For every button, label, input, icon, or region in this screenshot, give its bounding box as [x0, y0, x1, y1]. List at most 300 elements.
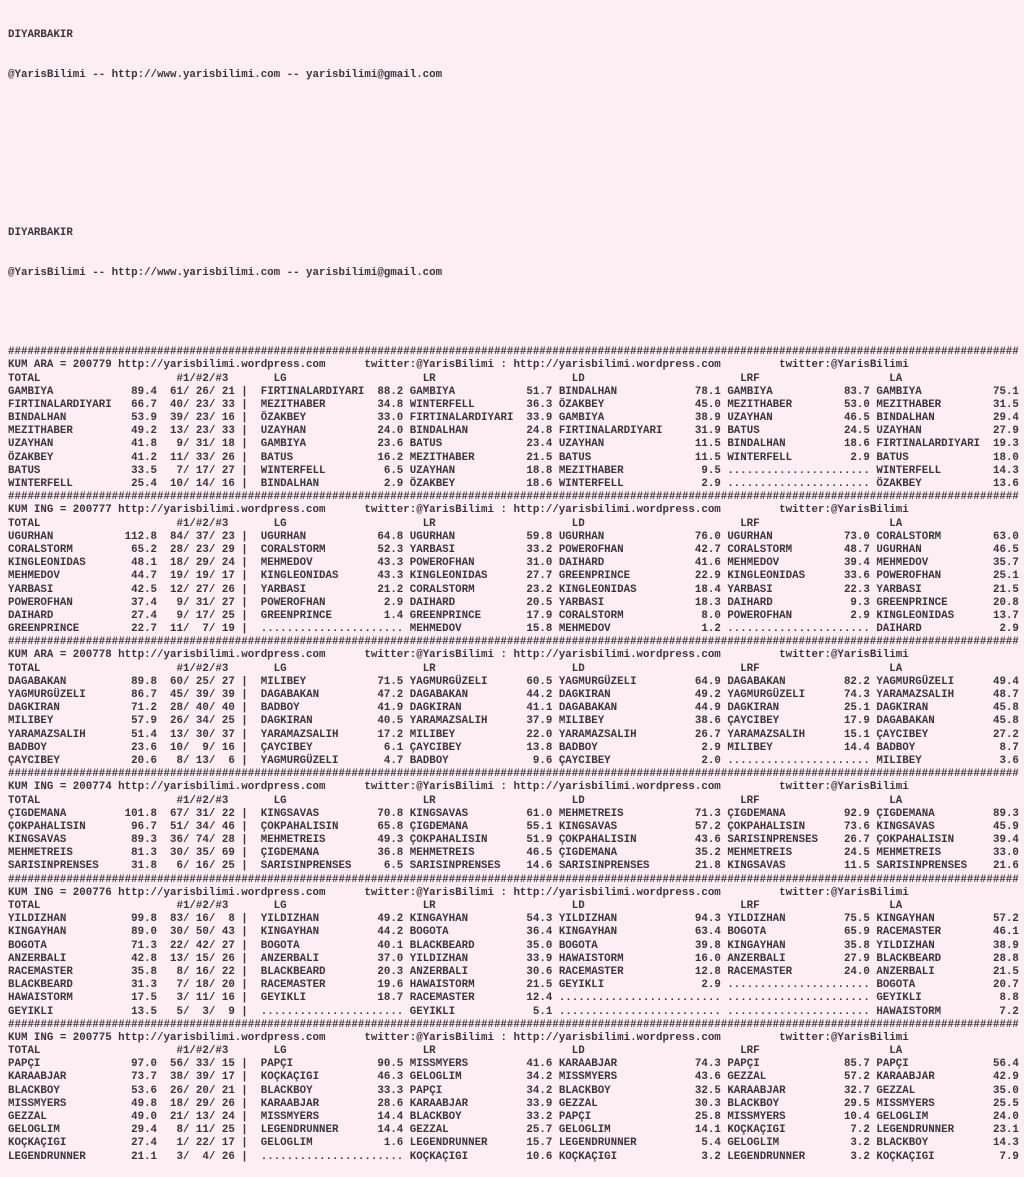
column-header-lr: LR	[422, 517, 572, 530]
lr-horse-name: BLACKBOY	[409, 1111, 520, 1124]
ld-horse-name: KINGSAVAS	[558, 820, 689, 833]
la-horse-name: BLACKBOY	[876, 1137, 987, 1150]
twitter-handle: twitter:@YarisBilimi	[779, 359, 909, 372]
finish-counts: 13/ 23/ 33	[157, 425, 235, 438]
table-row	[8, 1124, 1024, 1137]
la-value: 49.4	[986, 675, 1019, 688]
lg-value: 1.6	[370, 1137, 404, 1150]
total-value: 48.1	[118, 557, 158, 570]
lr-value: 23.2	[519, 583, 553, 596]
pipe-separator: |	[234, 398, 261, 411]
horse-name: UZAYHAN	[8, 438, 119, 451]
la-horse-name: CORALSTORM	[876, 530, 987, 543]
la-value: 27.2	[986, 728, 1019, 741]
la-horse-name: MEZITHABER	[876, 398, 987, 411]
total-value: 89.0	[118, 926, 158, 939]
lr-horse-name: LEGENDRUNNER	[409, 1137, 520, 1150]
total-value: 44.7	[118, 570, 158, 583]
lg-horse-name: YARBASI	[260, 583, 371, 596]
ld-horse-name: WINTERFELL	[558, 478, 689, 491]
ld-value: 49.2	[688, 689, 721, 702]
wordpress-url: http://yarisbilimi.wordpress.com	[118, 359, 326, 372]
lrf-horse-name: UZAYHAN	[727, 412, 838, 425]
ld-horse-name: YAGMURGÜZELI	[558, 675, 689, 688]
la-horse-name: YAGMURGÜZELI	[876, 675, 987, 688]
total-value: 41.8	[118, 438, 158, 451]
la-horse-name: POWEROFHAN	[876, 570, 987, 583]
lrf-value: 73.6	[837, 820, 870, 833]
section-divider: ############################################################################################################################################################	[8, 1018, 1019, 1031]
finish-counts: 9/ 17/ 25	[157, 609, 235, 622]
table-row	[8, 992, 1024, 1005]
la-value: 8.8	[986, 992, 1019, 1005]
section-divider: ############################################################################################################################################################	[8, 636, 1019, 649]
lr-horse-name: ÇOKPAHALISIN	[409, 834, 520, 847]
column-header-total: TOTAL	[8, 900, 177, 913]
lrf-horse-name: MEHMETREIS	[727, 847, 838, 860]
ld-horse-name: BINDALHAN	[558, 385, 689, 398]
ld-value: 2.9	[688, 741, 721, 754]
la-value: 33.0	[986, 847, 1019, 860]
ld-horse-name: MEHMETREIS	[558, 807, 689, 820]
horse-name: DAIHARD	[8, 609, 119, 622]
lr-horse-name: YILDIZHAN	[409, 952, 520, 965]
la-value: 42.9	[986, 1071, 1019, 1084]
la-value: 14.3	[986, 464, 1019, 477]
ld-horse-name: SARISINPRENSES	[558, 860, 689, 873]
lrf-value: 2.9	[837, 451, 870, 464]
finish-counts: 13/ 15/ 26	[157, 952, 235, 965]
la-horse-name: HAWAISTORM	[876, 1005, 987, 1018]
lr-value: 33.2	[519, 543, 553, 556]
total-value: 35.8	[118, 965, 158, 978]
lrf-value: 92.9	[837, 807, 870, 820]
lr-horse-name: KOÇKAÇIGI	[409, 1150, 520, 1163]
ld-horse-name: BADBOY	[558, 741, 689, 754]
lg-horse-name: POWEROFHAN	[260, 596, 371, 609]
ld-value: 25.8	[688, 1111, 721, 1124]
pipe-separator: |	[234, 1084, 261, 1097]
lrf-value: 48.7	[837, 543, 870, 556]
total-value: 53.6	[118, 1084, 158, 1097]
ld-horse-name: GEZZAL	[558, 1097, 689, 1110]
ld-value: 42.7	[688, 543, 721, 556]
la-value: 25.5	[986, 1097, 1019, 1110]
lr-value: 36.3	[519, 398, 553, 411]
ld-horse-name: YARAMAZSALIH	[558, 728, 689, 741]
horse-name: ÖZAKBEY	[8, 451, 119, 464]
horse-name: CORALSTORM	[8, 543, 119, 556]
column-header-counts: #1/#2/#3	[176, 794, 274, 807]
finish-counts: 60/ 25/ 27	[157, 675, 235, 688]
la-horse-name: KINGSAVAS	[876, 820, 987, 833]
la-value: 45.8	[986, 715, 1019, 728]
pipe-separator: |	[234, 438, 261, 451]
la-value: 20.8	[986, 596, 1019, 609]
la-horse-name: KINGLEONIDAS	[876, 609, 987, 622]
lr-value: 20.5	[519, 596, 553, 609]
lr-horse-name: YARAMAZSALIH	[409, 715, 520, 728]
finish-counts: 7/ 18/ 20	[157, 979, 235, 992]
horse-name: YARBASI	[8, 583, 119, 596]
wordpress-url: http://yarisbilimi.wordpress.com	[513, 781, 721, 794]
finish-counts: 18/ 29/ 26	[157, 1097, 235, 1110]
pipe-separator: |	[234, 451, 261, 464]
horse-name: WINTERFELL	[8, 478, 119, 491]
la-horse-name: MISSMYERS	[876, 1097, 987, 1110]
pipe-separator: |	[234, 1097, 261, 1110]
column-header-row	[8, 663, 1024, 676]
lrf-horse-name: YARAMAZSALIH	[727, 728, 838, 741]
pipe-separator: |	[234, 754, 261, 767]
total-value: 89.3	[118, 834, 158, 847]
la-value: 21.5	[986, 583, 1019, 596]
horse-name: YILDIZHAN	[8, 913, 119, 926]
ld-horse-name: ÇOKPAHALISIN	[558, 834, 689, 847]
column-header-ld: LD	[571, 900, 741, 913]
lrf-value: 39.4	[837, 557, 870, 570]
pipe-separator: |	[234, 543, 261, 556]
colon-separator: :	[493, 886, 514, 899]
la-horse-name: BOGOTA	[876, 979, 987, 992]
la-horse-name: ÖZAKBEY	[876, 478, 987, 491]
column-header-la: LA	[889, 662, 903, 675]
column-header-lg: LG	[273, 517, 423, 530]
lg-horse-name: ÖZAKBEY	[260, 412, 371, 425]
ld-horse-name: LEGENDRUNNER	[558, 1137, 689, 1150]
ld-value: 2.0	[688, 754, 721, 767]
section-id: KUM ARA = 200779	[8, 359, 119, 372]
lr-horse-name: CORALSTORM	[409, 583, 520, 596]
column-gap	[721, 781, 779, 793]
wordpress-url: http://yarisbilimi.wordpress.com	[513, 504, 721, 517]
ld-value: 74.3	[688, 1058, 721, 1071]
la-value: 21.5	[986, 965, 1019, 978]
ld-value: 30.3	[688, 1097, 721, 1110]
la-horse-name: ÇOKPAHALISIN	[876, 834, 987, 847]
column-header-ld: LD	[571, 794, 741, 807]
ld-horse-name: KINGLEONIDAS	[558, 583, 689, 596]
lrf-horse-name: SARISINPRENSES	[727, 834, 838, 847]
finish-counts: 45/ 39/ 39	[157, 689, 235, 702]
lrf-empty-cell: ......................	[727, 623, 870, 636]
column-header-total: TOTAL	[8, 372, 177, 385]
wordpress-url: http://yarisbilimi.wordpress.com	[118, 781, 326, 794]
lr-horse-name: UGURHAN	[409, 530, 520, 543]
lrf-empty-cell: ......................	[727, 754, 870, 767]
finish-counts: 3/ 4/ 26	[157, 1150, 235, 1163]
la-horse-name: WINTERFELL	[876, 464, 987, 477]
table-row	[8, 465, 1024, 478]
la-value: 38.9	[986, 939, 1019, 952]
lr-value: 41.6	[519, 1058, 553, 1071]
section-id: KUM ING = 200777	[8, 504, 119, 517]
lg-value: 70.8	[370, 807, 404, 820]
la-value: 39.4	[986, 834, 1019, 847]
la-horse-name: KINGAYHAN	[876, 913, 987, 926]
lr-horse-name: ÇIGDEMANA	[409, 820, 520, 833]
lrf-horse-name: ÇIGDEMANA	[727, 807, 838, 820]
wordpress-url: http://yarisbilimi.wordpress.com	[513, 1031, 721, 1044]
horse-name: BLACKBOY	[8, 1084, 119, 1097]
lr-value: 17.9	[519, 609, 553, 622]
lrf-value: 24.5	[837, 847, 870, 860]
table-row	[8, 821, 1024, 834]
finish-counts: 28/ 40/ 40	[157, 702, 235, 715]
total-value: 89.4	[118, 385, 158, 398]
lg-empty-cell: ......................	[260, 1150, 404, 1163]
lr-horse-name: KINGLEONIDAS	[409, 570, 520, 583]
twitter-handle: twitter:@YarisBilimi	[364, 781, 494, 794]
lr-value: 34.2	[519, 1084, 553, 1097]
lrf-empty-cell: ......................	[727, 979, 870, 992]
ld-horse-name: GAMBIYA	[558, 412, 689, 425]
lrf-value: 57.2	[837, 1071, 870, 1084]
lrf-value: 10.4	[837, 1111, 870, 1124]
lrf-horse-name: YARBASI	[727, 583, 838, 596]
la-horse-name: GREENPRINCE	[876, 596, 987, 609]
finish-counts: 18/ 29/ 24	[157, 557, 235, 570]
table-row	[8, 597, 1024, 610]
finish-counts: 6/ 16/ 25	[157, 860, 235, 873]
lr-value: 33.2	[519, 1111, 553, 1124]
la-horse-name: GEZZAL	[876, 1084, 987, 1097]
ld-horse-name: KINGAYHAN	[558, 926, 689, 939]
column-header-la: LA	[889, 517, 903, 530]
total-value: 49.8	[118, 1097, 158, 1110]
column-header-lg: LG	[273, 900, 423, 913]
ld-horse-name: RACEMASTER	[558, 965, 689, 978]
total-value: 65.2	[118, 543, 158, 556]
lrf-horse-name: MEZITHABER	[727, 398, 838, 411]
ld-horse-name: DAIHARD	[558, 557, 689, 570]
horse-name: FIRTINALARDIYARI	[8, 398, 119, 411]
total-value: 23.6	[118, 741, 158, 754]
lr-value: 33.9	[519, 412, 553, 425]
column-header-lg: LG	[273, 662, 423, 675]
finish-counts: 40/ 23/ 33	[157, 398, 235, 411]
la-value: 29.4	[986, 412, 1019, 425]
total-value: 99.8	[118, 913, 158, 926]
twitter-handle: twitter:@YarisBilimi	[364, 649, 494, 662]
lr-horse-name: YAGMURGÜZELI	[409, 675, 520, 688]
lr-horse-name: BLACKBEARD	[409, 939, 520, 952]
twitter-handle: twitter:@YarisBilimi	[779, 886, 909, 899]
section-id: KUM ING = 200775	[8, 1031, 119, 1044]
column-header-counts: #1/#2/#3	[176, 517, 274, 530]
lg-horse-name: GEYIKLI	[260, 992, 371, 1005]
lr-horse-name: SARISINPRENSES	[409, 860, 520, 873]
lg-horse-name: KINGSAVAS	[260, 807, 371, 820]
la-horse-name: ANZERBALI	[876, 965, 987, 978]
lg-horse-name: BINDALHAN	[260, 478, 371, 491]
lg-horse-name: BADBOY	[260, 702, 371, 715]
lr-value: 15.8	[519, 623, 553, 636]
la-horse-name: GAMBIYA	[876, 385, 987, 398]
lg-value: 47.2	[370, 689, 404, 702]
la-horse-name: MEHMETREIS	[876, 847, 987, 860]
pipe-separator: |	[234, 583, 261, 596]
lg-value: 4.7	[370, 754, 404, 767]
lrf-horse-name: LEGENDRUNNER	[727, 1150, 838, 1163]
ld-horse-name: GREENPRINCE	[558, 570, 689, 583]
table-row	[8, 676, 1024, 689]
colon-separator: :	[493, 1031, 514, 1044]
finish-counts: 36/ 74/ 28	[157, 834, 235, 847]
lg-horse-name: PAPÇI	[260, 1058, 371, 1071]
table-row	[8, 623, 1024, 636]
horse-name: MEHMEDOV	[8, 570, 119, 583]
column-header-lrf: LRF	[740, 372, 890, 385]
pipe-separator: |	[234, 847, 261, 860]
la-value: 45.9	[986, 820, 1019, 833]
lrf-horse-name: GAMBIYA	[727, 385, 838, 398]
horse-name: KINGSAVAS	[8, 834, 119, 847]
table-row	[8, 438, 1024, 451]
lr-value: 14.6	[519, 860, 553, 873]
pipe-separator: |	[234, 1150, 261, 1163]
table-row	[8, 531, 1024, 544]
lg-horse-name: FIRTINALARDIYARI	[260, 385, 371, 398]
lr-horse-name: BATUS	[409, 438, 520, 451]
pipe-separator: |	[234, 530, 261, 543]
lg-value: 52.3	[370, 543, 404, 556]
horse-name: BLACKBEARD	[8, 979, 119, 992]
lg-horse-name: KINGLEONIDAS	[260, 570, 371, 583]
table-row	[8, 834, 1024, 847]
lrf-empty-cell: ......................	[727, 1005, 870, 1018]
ld-horse-name: YARBASI	[558, 596, 689, 609]
lg-value: 40.1	[370, 939, 404, 952]
column-header-ld: LD	[571, 517, 741, 530]
column-header-lr: LR	[422, 372, 572, 385]
lg-horse-name: WINTERFELL	[260, 464, 371, 477]
ld-value: 8.0	[688, 609, 721, 622]
lr-value: 24.8	[519, 425, 553, 438]
lr-horse-name: MILIBEY	[409, 728, 520, 741]
ld-horse-name: UGURHAN	[558, 530, 689, 543]
section-header	[8, 504, 1024, 517]
lg-horse-name: CORALSTORM	[260, 543, 371, 556]
la-horse-name: DAIHARD	[876, 623, 987, 636]
table-row	[8, 1058, 1024, 1071]
total-value: 29.4	[118, 1124, 158, 1137]
twitter-handle: twitter:@YarisBilimi	[364, 886, 494, 899]
report-credit: @YarisBilimi -- http://www.yarisbilimi.com -- yarisbilimi@gmail.com	[8, 69, 443, 81]
column-header-row	[8, 1045, 1024, 1058]
wordpress-url: http://yarisbilimi.wordpress.com	[513, 359, 721, 372]
lrf-value: 11.5	[837, 860, 870, 873]
ld-horse-name: UZAYHAN	[558, 438, 689, 451]
section-header	[8, 649, 1024, 662]
la-horse-name: ÇIGDEMANA	[876, 807, 987, 820]
table-row	[8, 742, 1024, 755]
blank-line	[8, 307, 1024, 320]
ld-horse-name: ÇAYCIBEY	[558, 754, 689, 767]
lrf-horse-name: KINGSAVAS	[727, 860, 838, 873]
horse-name: ÇAYCIBEY	[8, 754, 119, 767]
lr-value: 51.9	[519, 834, 553, 847]
column-header-total: TOTAL	[8, 662, 177, 675]
lrf-value: 15.1	[837, 728, 870, 741]
la-horse-name: PAPÇI	[876, 1058, 987, 1071]
total-value: 27.4	[118, 1137, 158, 1150]
la-horse-name: DAGABAKAN	[876, 715, 987, 728]
ld-value: 35.2	[688, 847, 721, 860]
lg-horse-name: KARAABJAR	[260, 1097, 371, 1110]
total-value: 97.0	[118, 1058, 158, 1071]
lg-horse-name: GREENPRINCE	[260, 609, 371, 622]
lg-value: 41.9	[370, 702, 404, 715]
la-horse-name: BADBOY	[876, 741, 987, 754]
column-header-lg: LG	[273, 794, 423, 807]
pipe-separator: |	[234, 820, 261, 833]
lrf-horse-name: GELOGLIM	[727, 1137, 838, 1150]
ld-value: 26.7	[688, 728, 721, 741]
lg-horse-name: UGURHAN	[260, 530, 371, 543]
la-value: 7.9	[986, 1150, 1019, 1163]
ld-horse-name: MEZITHABER	[558, 464, 689, 477]
finish-counts: 26/ 34/ 25	[157, 715, 235, 728]
lr-value: 60.5	[519, 675, 553, 688]
total-value: 17.5	[118, 992, 158, 1005]
table-row	[8, 715, 1024, 728]
la-horse-name: BATUS	[876, 451, 987, 464]
pipe-separator: |	[234, 1071, 261, 1084]
column-header-lr: LR	[422, 900, 572, 913]
horse-name: KARAABJAR	[8, 1071, 119, 1084]
lrf-value: 25.1	[837, 702, 870, 715]
lg-empty-cell: ......................	[260, 1005, 404, 1018]
wordpress-url: http://yarisbilimi.wordpress.com	[513, 886, 721, 899]
lr-horse-name: GEZZAL	[409, 1124, 520, 1137]
lg-horse-name: BOGOTA	[260, 939, 371, 952]
total-value: 42.8	[118, 952, 158, 965]
la-horse-name: UGURHAN	[876, 543, 987, 556]
section-divider: ############################################################################################################################################################	[8, 491, 1019, 504]
column-header-lr: LR	[422, 1045, 572, 1058]
lrf-value: 74.3	[837, 689, 870, 702]
lr-value: 10.6	[519, 1150, 553, 1163]
lrf-value: 7.2	[837, 1124, 870, 1137]
ld-value: 38.9	[688, 412, 721, 425]
ld-value: 44.9	[688, 702, 721, 715]
lg-horse-name: SARISINPRENSES	[260, 860, 371, 873]
lr-horse-name: BINDALHAN	[409, 425, 520, 438]
lrf-horse-name: POWEROFHAN	[727, 609, 838, 622]
la-value: 14.3	[986, 1137, 1019, 1150]
horse-name: MILIBEY	[8, 715, 119, 728]
pipe-separator: |	[234, 965, 261, 978]
lrf-value: 26.7	[837, 834, 870, 847]
la-horse-name: LEGENDRUNNER	[876, 1124, 987, 1137]
la-horse-name: MEHMEDOV	[876, 557, 987, 570]
column-gap	[721, 359, 779, 371]
table-row	[8, 1098, 1024, 1111]
la-value: 13.6	[986, 478, 1019, 491]
finish-counts: 11/ 33/ 26	[157, 451, 235, 464]
lrf-empty-cell: ......................	[727, 478, 870, 491]
lg-horse-name: MEHMETREIS	[260, 834, 371, 847]
table-row	[8, 1111, 1024, 1124]
pipe-separator: |	[234, 1124, 261, 1137]
horse-name: KINGLEONIDAS	[8, 557, 119, 570]
total-value: 86.7	[118, 689, 158, 702]
la-value: 25.1	[986, 570, 1019, 583]
lrf-empty-cell: ......................	[727, 464, 870, 477]
column-header-counts: #1/#2/#3	[176, 900, 274, 913]
total-value: 31.8	[118, 860, 158, 873]
